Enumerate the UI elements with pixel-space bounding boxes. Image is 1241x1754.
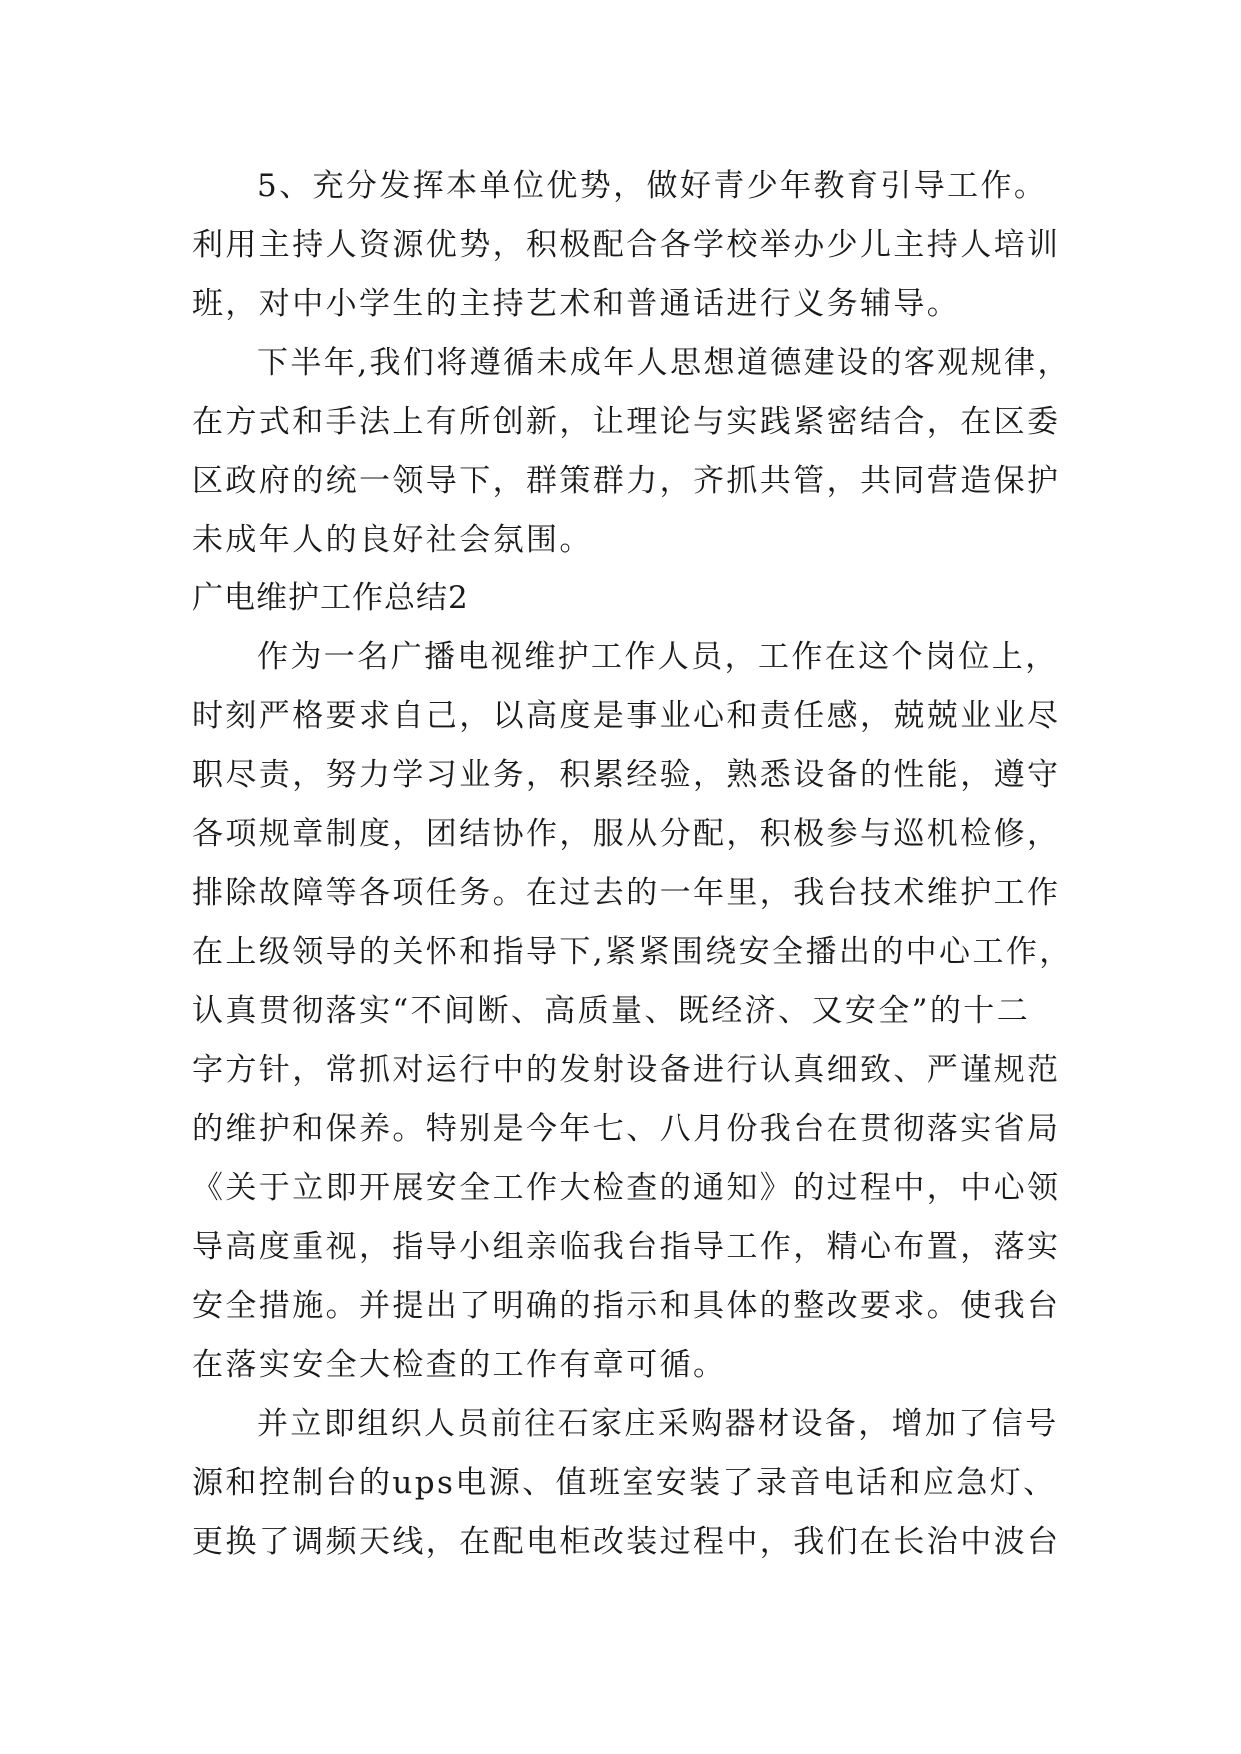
- paragraph-line: 各项规章制度，团结协作，服从分配，积极参与巡机检修，: [192, 816, 1061, 852]
- paragraph-line: 并立即组织人员前往石家庄采购器材设备，增加了信号: [257, 1406, 1059, 1442]
- paragraph-line: 字方针，常抓对运行中的发射设备进行认真细致、严谨规范: [192, 1052, 1061, 1088]
- paragraph-line: 时刻严格要求自己，以高度是事业心和责任感，兢兢业业尽: [192, 698, 1061, 734]
- paragraph-line: 更换了调频天线，在配电柜改装过程中，我们在长治中波台: [192, 1524, 1061, 1560]
- paragraph-line: 班，对中小学生的主持艺术和普通话进行义务辅导。: [192, 286, 961, 322]
- paragraph-line: 职尽责，努力学习业务，积累经验，熟悉设备的性能，遵守: [192, 757, 1061, 793]
- paragraph-line: 作为一名广播电视维护工作人员，工作在这个岗位上，: [257, 639, 1059, 675]
- paragraph-line: 《关于立即开展安全工作大检查的通知》的过程中，中心领: [192, 1170, 1061, 1206]
- paragraph-line: 认真贯彻落实“不间断、高质量、既经济、又安全”的十二: [192, 993, 1031, 1029]
- paragraph-line: 未成年人的良好社会氛围。: [192, 522, 593, 558]
- paragraph-line: 的维护和保养。特别是今年七、八月份我台在贯彻落实省局: [192, 1111, 1061, 1147]
- paragraph-line: 在上级领导的关怀和指导下,紧紧围绕安全播出的中心工作，: [192, 934, 1073, 970]
- paragraph-line: 利用主持人资源优势，积极配合各学校举办少儿主持人培训: [192, 227, 1061, 263]
- paragraph-line: 区政府的统一领导下，群策群力，齐抓共管，共同营造保护: [192, 463, 1061, 499]
- paragraph-line: 安全措施。并提出了明确的指示和具体的整改要求。使我台: [192, 1288, 1061, 1324]
- paragraph-line: 导高度重视，指导小组亲临我台指导工作，精心布置，落实: [192, 1229, 1061, 1265]
- paragraph-line: 5、充分发挥本单位优势，做好青少年教育引导工作。: [257, 168, 1048, 204]
- paragraph-line: 在方式和手法上有所创新，让理论与实践紧密结合，在区委: [192, 404, 1061, 440]
- section-heading: 广电维护工作总结2: [192, 580, 469, 616]
- paragraph-line: 排除故障等各项任务。在过去的一年里，我台技术维护工作: [192, 875, 1061, 911]
- paragraph-line: 下半年,我们将遵循未成年人思想道德建设的客观规律，: [257, 345, 1071, 381]
- paragraph-line: 源和控制台的ups电源、值班室安装了录音电话和应急灯、: [192, 1465, 1057, 1501]
- paragraph-line: 在落实安全大检查的工作有章可循。: [192, 1347, 727, 1383]
